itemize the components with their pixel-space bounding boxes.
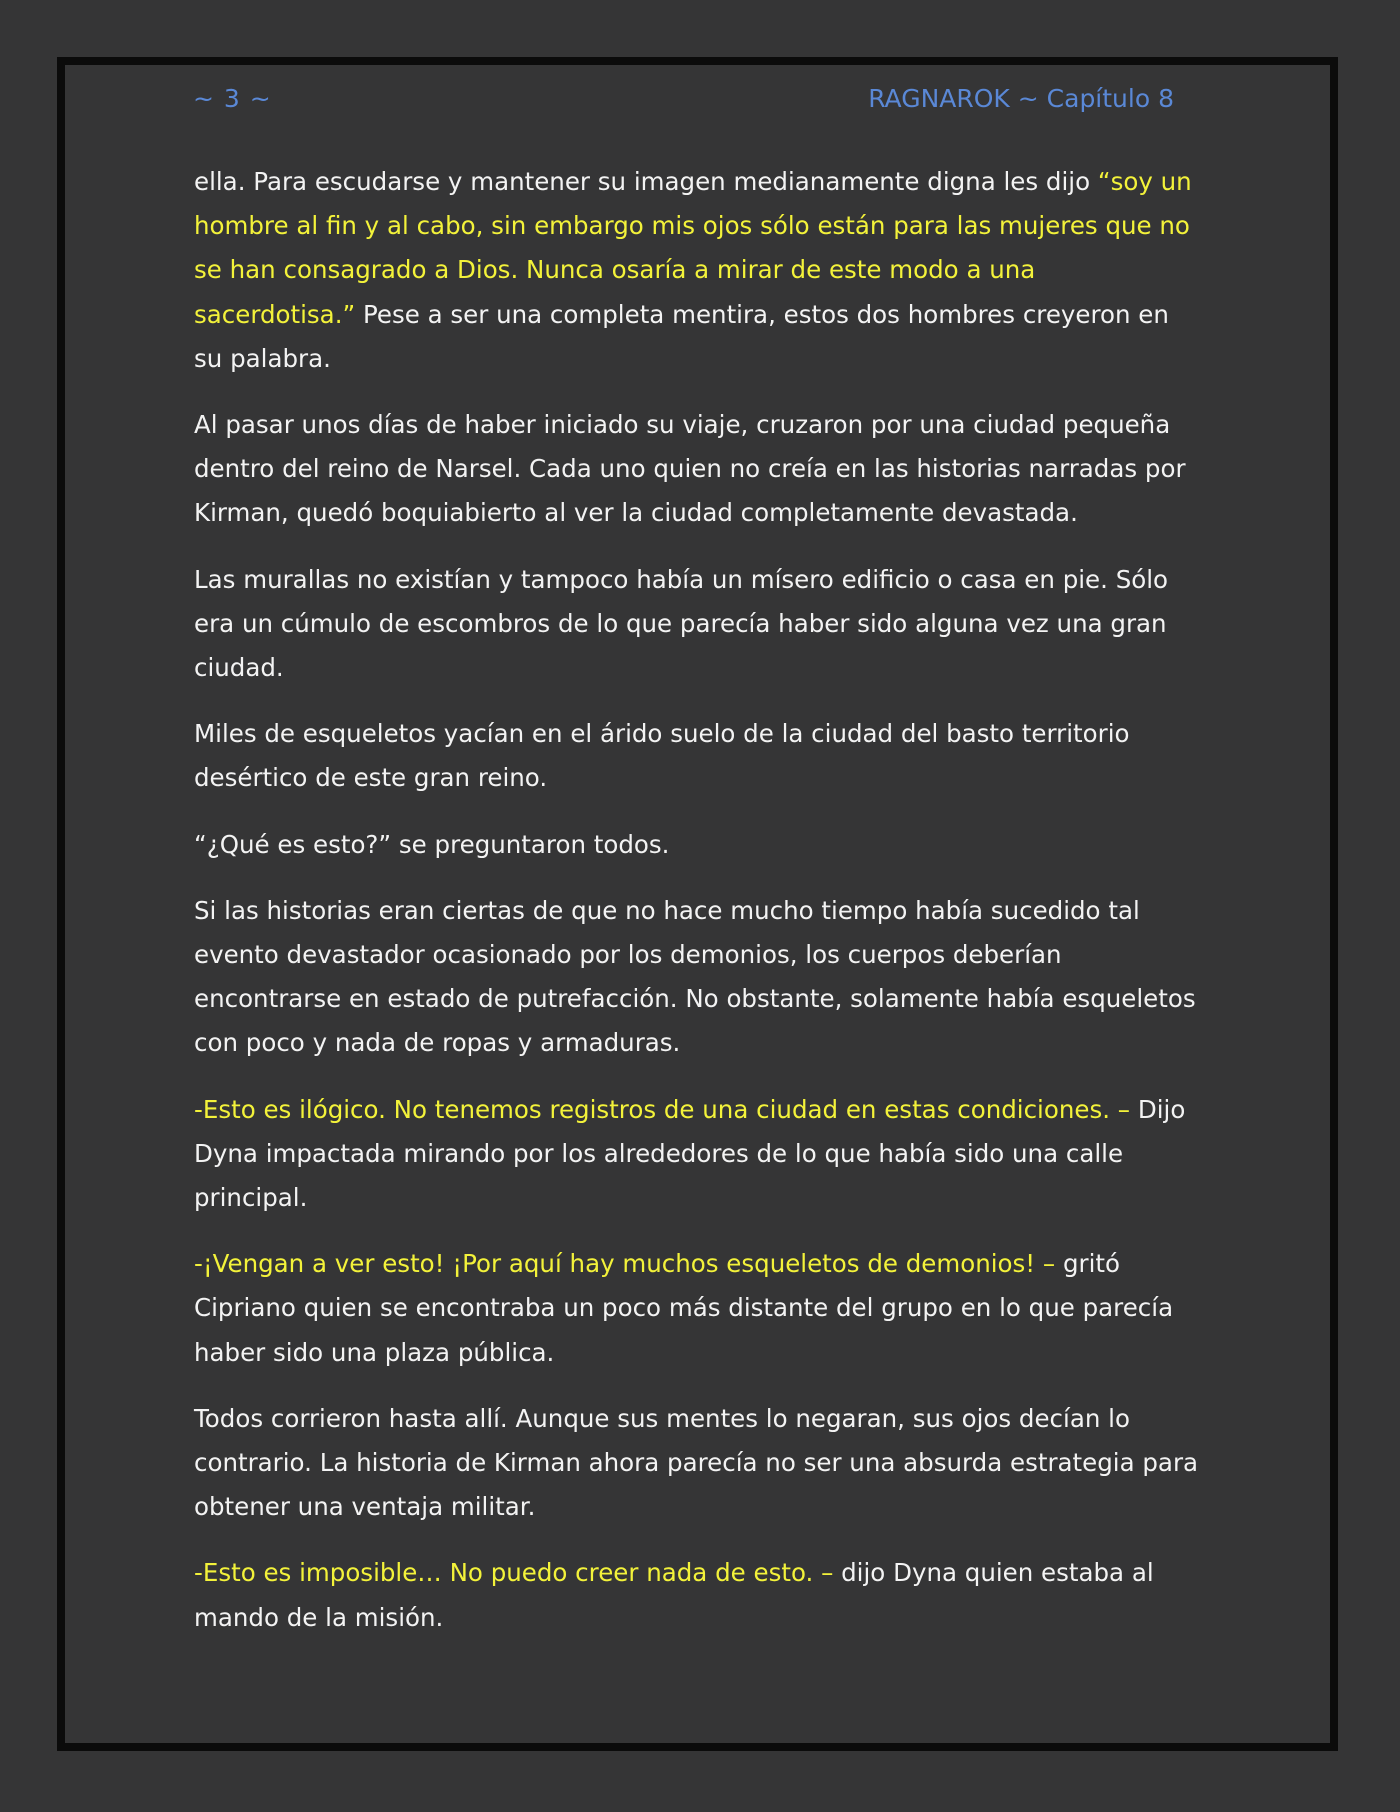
running-title: RAGNAROK ~ Capítulo 8 (868, 84, 1174, 113)
paragraph (194, 1551, 1204, 1639)
page-number: ~ 3 ~ (193, 84, 272, 113)
paragraph (194, 889, 1204, 1066)
dialogue-text: -¡Vengan a ver esto! ¡Por aquí hay muchos esqueletos de demonios! – (194, 1249, 1056, 1279)
paragraph (194, 712, 1204, 800)
narration-text: Las murallas no existían y tampoco había un mísero edificio o casa en pie. Sólo era un cúmulo de escombros de lo que parecía haber sido alguna vez una gran ciudad. (194, 564, 1169, 683)
narration-text: dijo Dyna quien estaba al mando de la misión. (194, 1558, 1154, 1632)
narration-text: gritó Cipriano quien se encontraba un poco más distante del grupo en lo que parecía haber sido una plaza pública. (194, 1249, 1174, 1367)
paragraph (194, 823, 1204, 867)
narration-text: Si las historias eran ciertas de que no hace mucho tiempo había sucedido tal evento devastador ocasionado por los demonios, los cuerpos deberían encontrarse en estado de putrefacción. No obstante, solamente había esqueletos con poco y nada de ropas y armaduras. (194, 895, 1196, 1058)
paragraph (194, 558, 1204, 691)
paragraph (194, 1397, 1204, 1530)
dialogue-text: -Esto es ilógico. No tenemos registros de una ciudad en estas condiciones. – (194, 1094, 1131, 1124)
narration-text: Al pasar unos días de haber iniciado su viaje, cruzaron por una ciudad pequeña dentro del reino de Narsel. Cada uno quien no creía en las historias narradas por Kirman, quedó boquiabierto al ver la ciudad completamente devastada. (194, 410, 1186, 528)
narration-text: Dijo Dyna impactada mirando por los alrededores de lo que había sido una calle principal. (194, 1094, 1186, 1213)
dialogue-text: “soy un hombre al fin y al cabo, sin embargo mis ojos sólo están para las mujeres que no se han consagrado a Dios. Nunca osaría a mirar de este modo a una sacerdotisa.” (194, 167, 1192, 329)
body-text (194, 160, 1204, 1662)
narration-text: Pese a ser una completa mentira, estos dos hombres creyeron en su palabra. (194, 299, 1169, 373)
narration-text: “¿Qué es esto?” se preguntaron todos. (194, 829, 670, 859)
narration-text: ella. Para escudarse y mantener su imagen medianamente digna les dijo (194, 167, 1098, 196)
paragraph (194, 1242, 1204, 1375)
narration-text: Miles de esqueletos yacían en el árido suelo de la ciudad del basto territorio desértico de este gran reino. (194, 719, 1130, 793)
paragraph (194, 1088, 1204, 1221)
dialogue-text: -Esto es imposible… No puedo creer nada de esto. – (194, 1558, 834, 1588)
paragraph (194, 160, 1204, 381)
paragraph (194, 403, 1204, 536)
narration-text: Todos corrieron hasta allí. Aunque sus mentes lo negaran, sus ojos decían lo contrario. La historia de Kirman ahora parecía no ser una absurda estrategia para obtener una ventaja militar. (194, 1403, 1199, 1522)
